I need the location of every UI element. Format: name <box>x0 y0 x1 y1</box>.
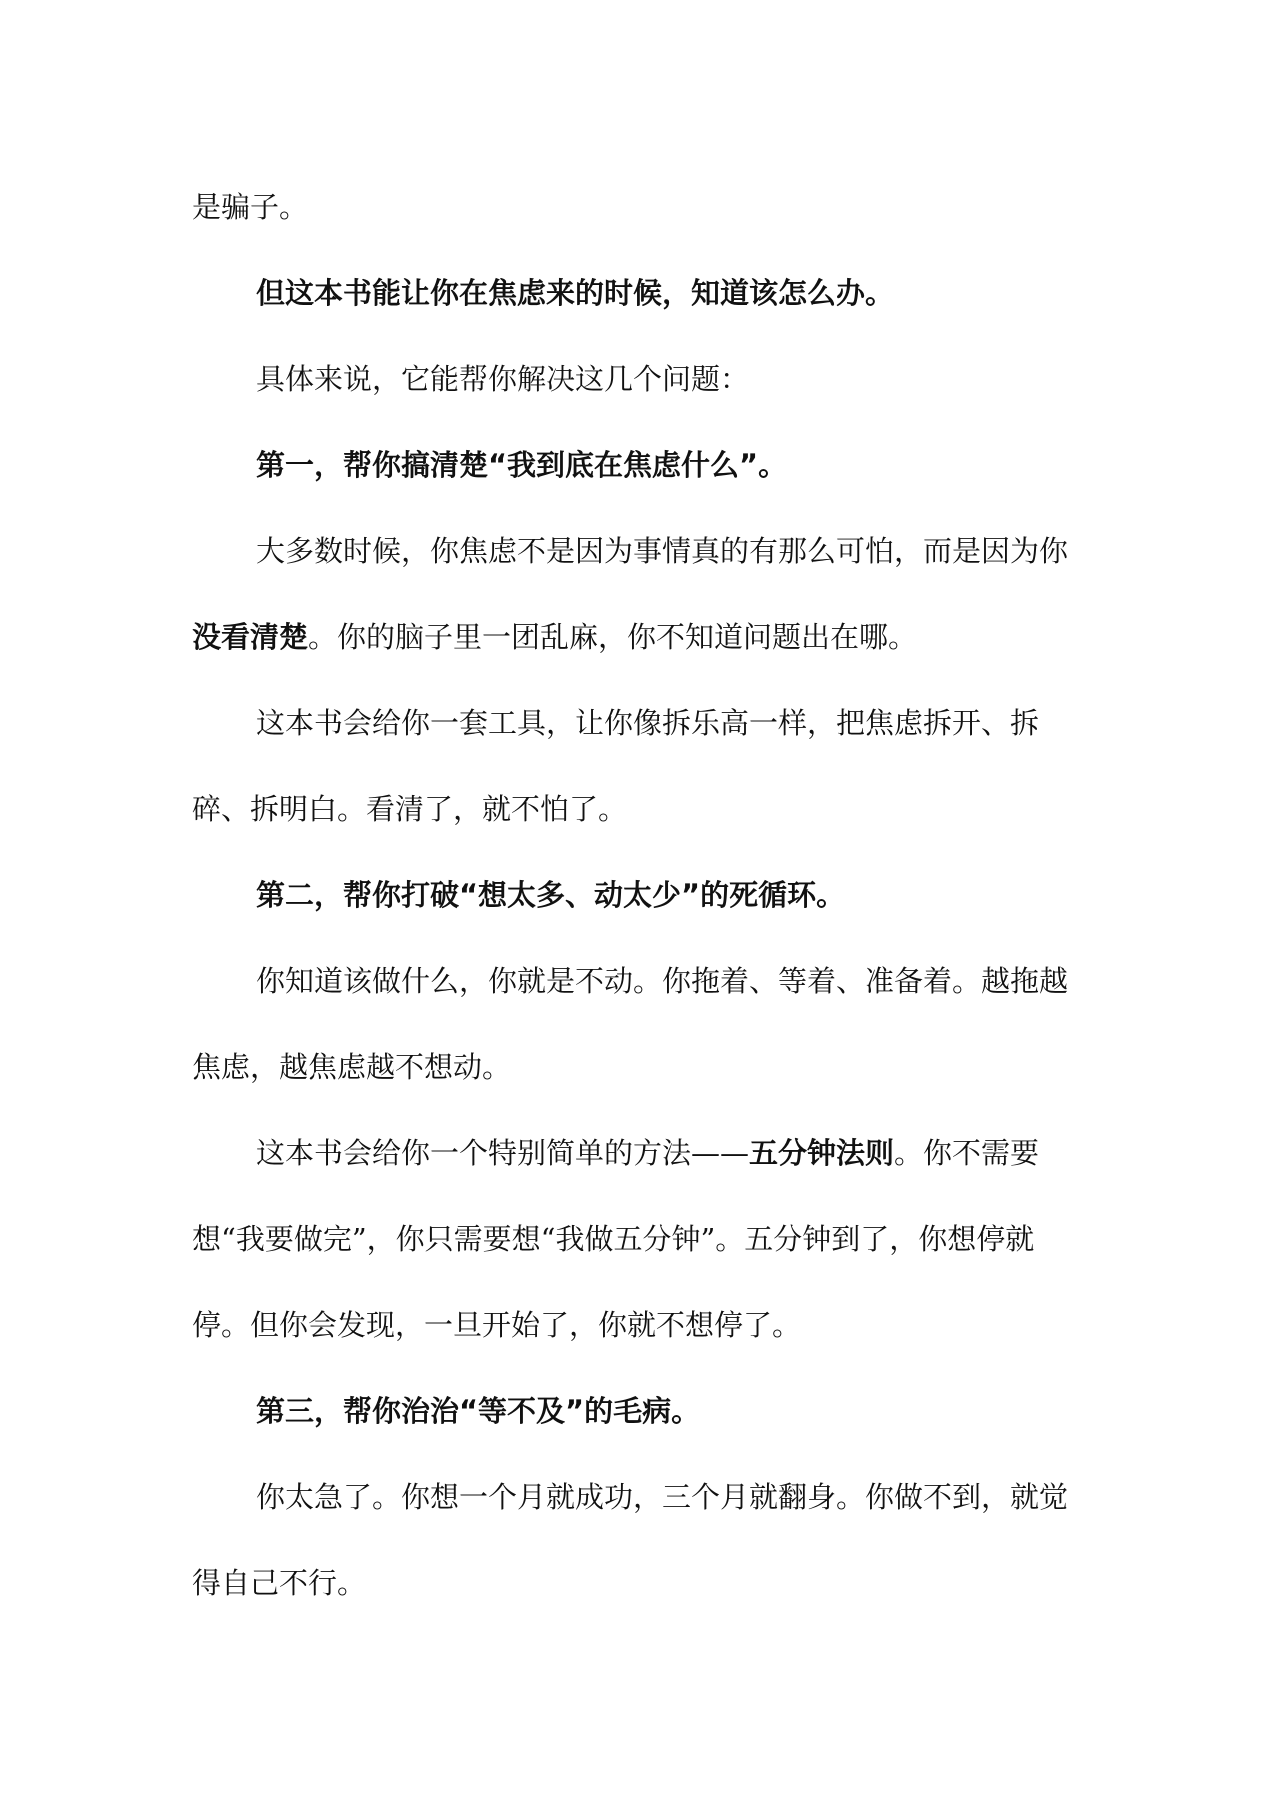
emphasis-text: 没看清楚 <box>192 620 309 654</box>
paragraph-text: 是骗子。 <box>192 190 309 224</box>
point-three-heading <box>192 1368 1082 1454</box>
continuation-paragraph <box>192 164 1082 250</box>
point-three-paragraph-1 <box>192 1454 1082 1626</box>
heading-text: 第二，帮你打破“想太多、动太少”的死循环。 <box>256 878 846 912</box>
heading-text: 第一，帮你搞清楚“我到底在焦虑什么”。 <box>256 448 788 482</box>
paragraph-text: 这本书会给你一套工具，让你像拆乐高一样，把焦虑拆开、拆碎、拆明白。看清了，就不怕了。 <box>192 706 1040 826</box>
emphasis-text: 五分钟法则 <box>749 1136 895 1170</box>
section-intro-heading <box>192 250 1082 336</box>
paragraph-text: 。你的脑子里一团乱麻，你不知道问题出在哪。 <box>308 620 918 654</box>
paragraph-text: 这本书会给你一个特别简单的方法—— <box>256 1136 750 1170</box>
paragraph-text: 你太急了。你想一个月就成功，三个月就翻身。你做不到，就觉得自己不行。 <box>192 1480 1069 1600</box>
point-two-heading <box>192 852 1082 938</box>
document-body <box>192 164 1082 1626</box>
point-two-paragraph-1 <box>192 938 1082 1110</box>
heading-text: 但这本书能让你在焦虑来的时候，知道该怎么办。 <box>256 276 895 310</box>
paragraph-text: 。你不需要想“我要做完”，你只需要想“我做五分钟”。五分钟到了，你想停就停。但你会发现，一旦开始了，你就不想停了。 <box>192 1136 1040 1342</box>
paragraph-text: 你知道该做什么，你就是不动。你拖着、等着、准备着。越拖越焦虑，越焦虑越不想动。 <box>192 964 1069 1084</box>
heading-text: 第三，帮你治治“等不及”的毛病。 <box>256 1394 701 1428</box>
paragraph-text: 大多数时候，你焦虑不是因为事情真的有那么可怕，而是因为你 <box>256 534 1069 568</box>
point-one-paragraph-1 <box>192 508 1082 680</box>
point-one-paragraph-2 <box>192 680 1082 852</box>
point-one-heading <box>192 422 1082 508</box>
paragraph-text: 具体来说，它能帮你解决这几个问题： <box>256 362 750 396</box>
point-two-paragraph-2 <box>192 1110 1082 1368</box>
intro-paragraph <box>192 336 1082 422</box>
